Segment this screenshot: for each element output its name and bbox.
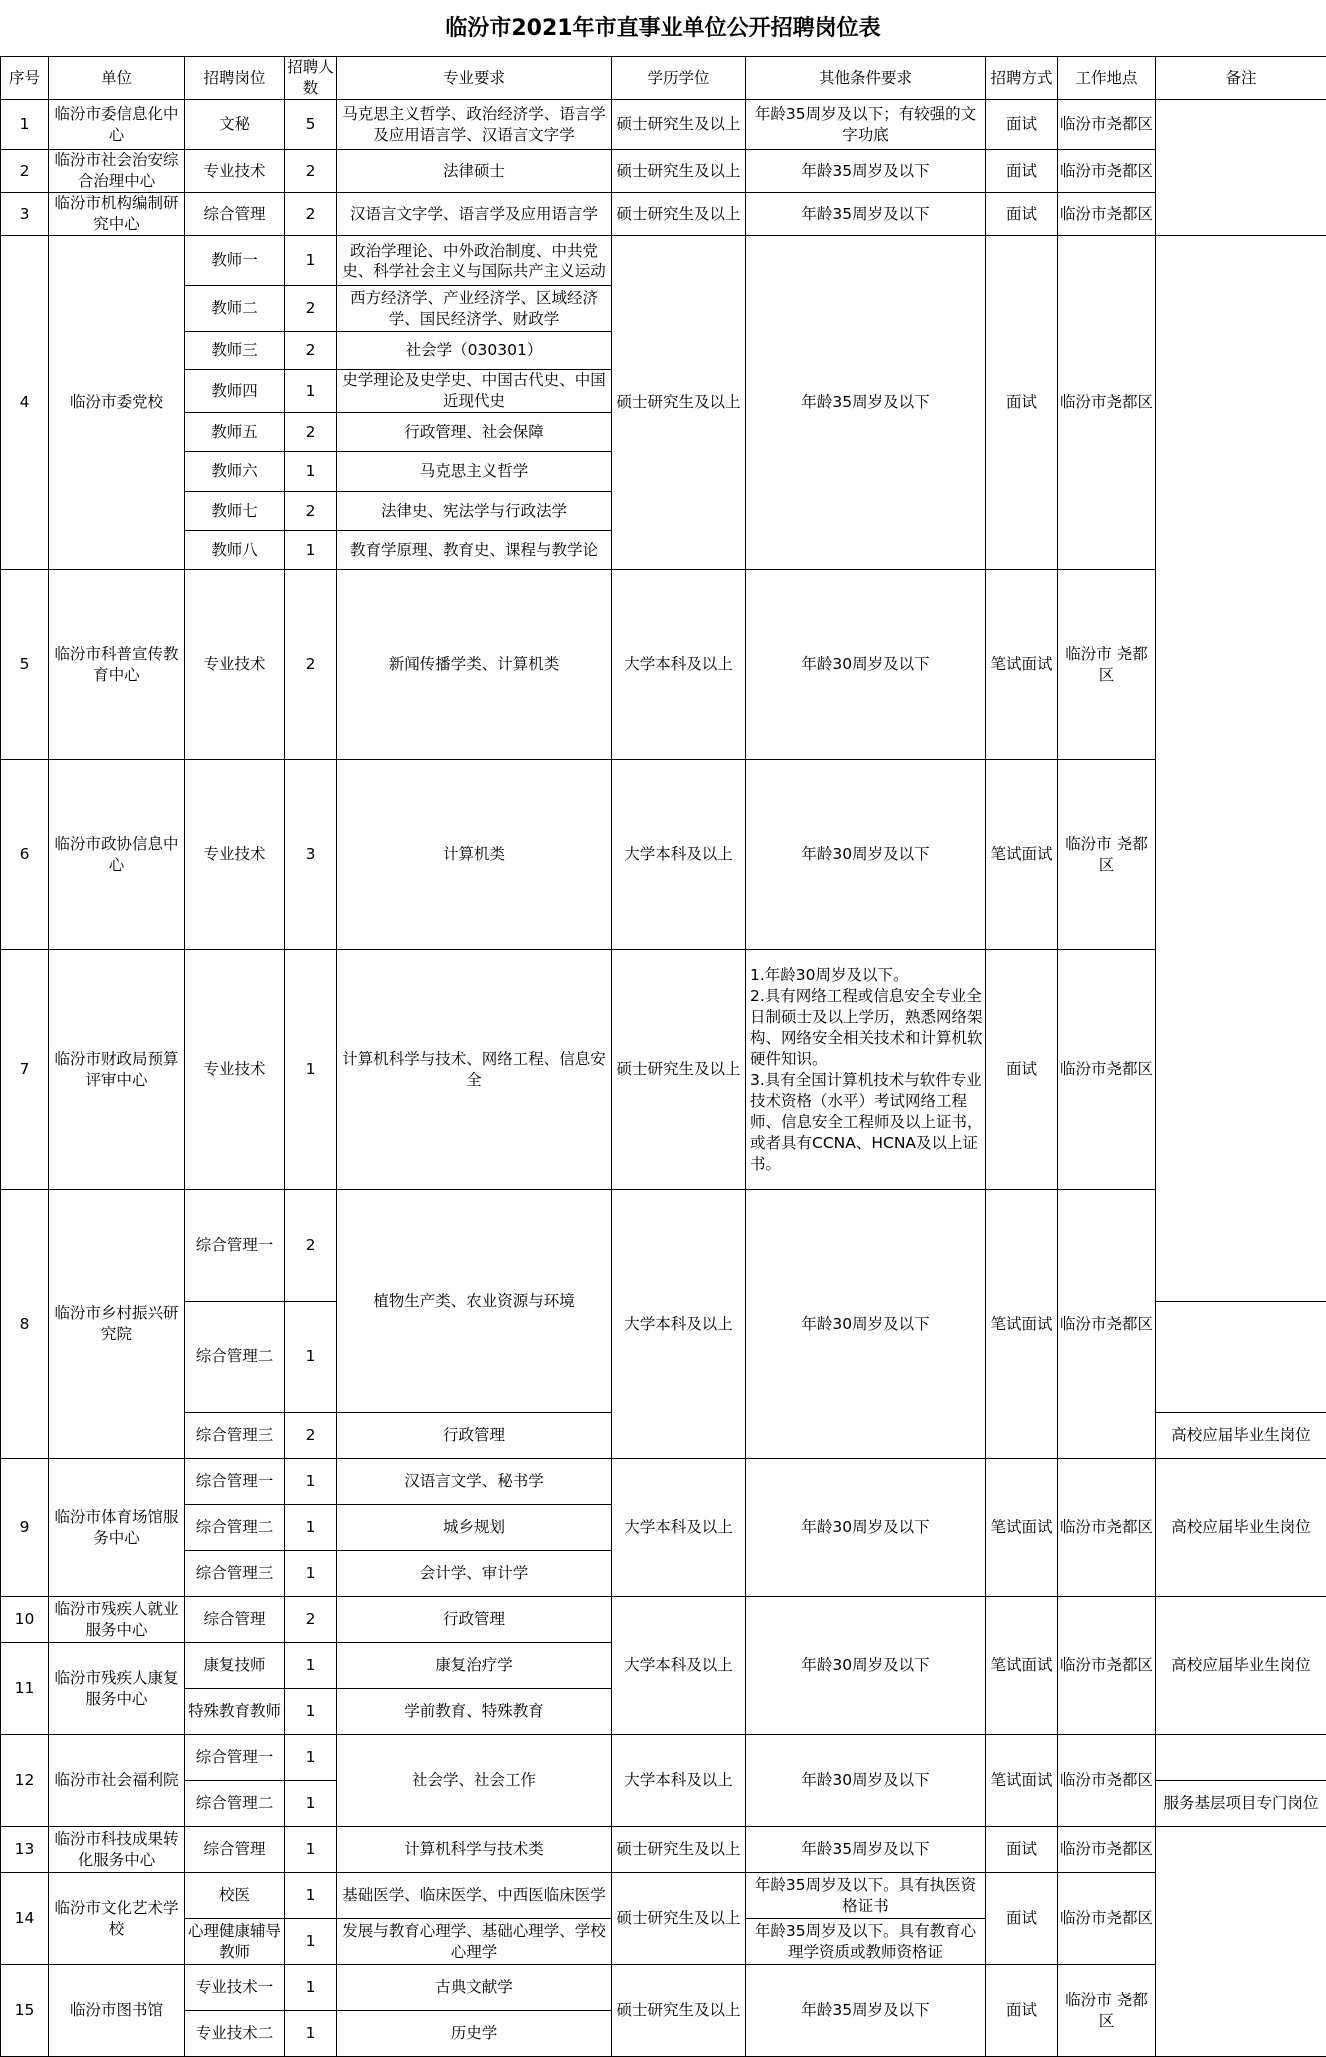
cell-edu: 硕士研究生及以上 bbox=[612, 193, 746, 236]
cell-place: 临汾市尧都区 bbox=[1058, 1873, 1156, 1965]
table-row bbox=[1, 760, 1326, 950]
header-cell: 其他条件要求 bbox=[746, 57, 986, 100]
cell-unit: 临汾市乡村振兴研究院 bbox=[49, 1190, 185, 1459]
cell-note: 服务基层项目专门岗位 bbox=[1156, 1781, 1326, 1827]
cell-unit: 临汾市委信息化中心 bbox=[49, 100, 185, 150]
cell-no: 8 bbox=[1, 1190, 49, 1459]
cell-count: 2 bbox=[285, 1597, 337, 1643]
cell-post: 综合管理二 bbox=[185, 1505, 285, 1551]
cell-count: 1 bbox=[285, 236, 337, 286]
cell-major: 计算机类 bbox=[337, 760, 612, 950]
cell-method: 面试 bbox=[986, 950, 1058, 1190]
cell-edu: 硕士研究生及以上 bbox=[612, 950, 746, 1190]
header-cell: 序号 bbox=[1, 57, 49, 100]
header-cell: 学历学位 bbox=[612, 57, 746, 100]
table-row bbox=[1, 1459, 1326, 1505]
cell-edu: 硕士研究生及以上 bbox=[612, 150, 746, 193]
cell-place: 临汾市 尧都区 bbox=[1058, 1965, 1156, 2057]
cell-unit: 临汾市残疾人就业服务中心 bbox=[49, 1597, 185, 1643]
table-row bbox=[1, 1827, 1326, 1873]
cell-count: 2 bbox=[285, 1413, 337, 1459]
cell-post: 专业技术 bbox=[185, 570, 285, 760]
cell-unit: 临汾市社会治安综合治理中心 bbox=[49, 150, 185, 193]
cell-major: 古典文献学 bbox=[337, 1965, 612, 2011]
cell-post: 心理健康辅导教师 bbox=[185, 1919, 285, 1965]
cell-note-empty bbox=[1156, 1827, 1326, 2057]
cell-edu: 硕士研究生及以上 bbox=[612, 100, 746, 150]
cell-post: 专业技术一 bbox=[185, 1965, 285, 2011]
table-row bbox=[1, 950, 1326, 1190]
cell-cond bbox=[746, 950, 986, 1190]
cell-unit: 临汾市社会福利院 bbox=[49, 1735, 185, 1827]
cell-post: 教师三 bbox=[185, 332, 285, 370]
header-cell: 招聘岗位 bbox=[185, 57, 285, 100]
table-row bbox=[1, 150, 1326, 193]
cell-post: 综合管理二 bbox=[185, 1301, 285, 1413]
cell-post: 教师二 bbox=[185, 286, 285, 332]
cell-count: 2 bbox=[285, 150, 337, 193]
cell-edu: 硕士研究生及以上 bbox=[612, 1965, 746, 2057]
cell-no: 14 bbox=[1, 1873, 49, 1965]
table-row bbox=[1, 1735, 1326, 1781]
cell-method: 笔试面试 bbox=[986, 1735, 1058, 1827]
cell-method: 面试 bbox=[986, 193, 1058, 236]
cell-place: 临汾市尧都区 bbox=[1058, 100, 1156, 150]
cell-count: 2 bbox=[285, 492, 337, 531]
cell-cond: 年龄35周岁及以下；有较强的文字功底 bbox=[746, 100, 986, 150]
cell-post: 专业技术 bbox=[185, 150, 285, 193]
cell-major: 法律硕士 bbox=[337, 150, 612, 193]
cell-cond: 年龄35周岁及以下 bbox=[746, 1965, 986, 2057]
page-title: 临汾市2021年市直事业单位公开招聘岗位表 bbox=[0, 0, 1326, 56]
cell-edu: 大学本科及以上 bbox=[612, 1597, 746, 1735]
cell-major: 计算机科学与技术、网络工程、信息安全 bbox=[337, 950, 612, 1190]
cell-method: 面试 bbox=[986, 100, 1058, 150]
table-row bbox=[1, 236, 1326, 286]
cell-major: 会计学、审计学 bbox=[337, 1551, 612, 1597]
cell-method: 面试 bbox=[986, 150, 1058, 193]
cell-major: 马克思主义哲学 bbox=[337, 452, 612, 492]
cell-count: 1 bbox=[285, 2011, 337, 2057]
cell-post: 教师五 bbox=[185, 413, 285, 452]
cell-note-empty bbox=[1156, 236, 1326, 1302]
table-row bbox=[1, 1597, 1326, 1643]
cell-unit: 临汾市体育场馆服务中心 bbox=[49, 1459, 185, 1597]
cell-post: 文秘 bbox=[185, 100, 285, 150]
cell-count: 1 bbox=[285, 950, 337, 1190]
cell-count: 1 bbox=[285, 531, 337, 570]
header-cell: 专业要求 bbox=[337, 57, 612, 100]
cell-major: 行政管理、社会保障 bbox=[337, 413, 612, 452]
cell-count: 5 bbox=[285, 100, 337, 150]
cell-post: 教师八 bbox=[185, 531, 285, 570]
cell-major: 行政管理 bbox=[337, 1413, 612, 1459]
cell-place: 临汾市尧都区 bbox=[1058, 1459, 1156, 1597]
cond-line: 2.具有网络工程或信息安全专业全日制硕士及以上学历，熟悉网络架构、网络安全相关技术和计算机软硬件知识。 bbox=[750, 986, 983, 1070]
cell-unit: 临汾市文化艺术学校 bbox=[49, 1873, 185, 1965]
cell-no: 12 bbox=[1, 1735, 49, 1827]
cell-major: 植物生产类、农业资源与环境 bbox=[337, 1190, 612, 1413]
cell-note: 高校应届毕业生岗位 bbox=[1156, 1459, 1326, 1597]
cell-no: 13 bbox=[1, 1827, 49, 1873]
cell-post: 综合管理一 bbox=[185, 1190, 285, 1302]
cell-no: 10 bbox=[1, 1597, 49, 1643]
header-row bbox=[1, 57, 1326, 100]
cell-cond: 年龄30周岁及以下 bbox=[746, 760, 986, 950]
cell-unit: 临汾市科普宣传教育中心 bbox=[49, 570, 185, 760]
cell-major: 教育学原理、教育史、课程与教学论 bbox=[337, 531, 612, 570]
cell-method: 笔试面试 bbox=[986, 1190, 1058, 1459]
cell-count: 1 bbox=[285, 1551, 337, 1597]
cell-post: 专业技术 bbox=[185, 950, 285, 1190]
cell-count: 3 bbox=[285, 760, 337, 950]
cell-post: 综合管理三 bbox=[185, 1551, 285, 1597]
cell-note: 高校应届毕业生岗位 bbox=[1156, 1413, 1326, 1459]
cell-unit: 临汾市图书馆 bbox=[49, 1965, 185, 2057]
cell-note: 高校应届毕业生岗位 bbox=[1156, 1597, 1326, 1735]
cell-count: 2 bbox=[285, 332, 337, 370]
cell-no: 15 bbox=[1, 1965, 49, 2057]
cell-post: 特殊教育教师 bbox=[185, 1689, 285, 1735]
cell-method: 笔试面试 bbox=[986, 760, 1058, 950]
header-cell: 招聘方式 bbox=[986, 57, 1058, 100]
cell-unit: 临汾市财政局预算评审中心 bbox=[49, 950, 185, 1190]
cell-no: 5 bbox=[1, 570, 49, 760]
cell-method: 笔试面试 bbox=[986, 1597, 1058, 1735]
cell-cond: 年龄30周岁及以下 bbox=[746, 1459, 986, 1597]
cell-count: 1 bbox=[285, 1505, 337, 1551]
cell-count: 1 bbox=[285, 452, 337, 492]
cell-cond: 年龄35周岁及以下 bbox=[746, 236, 986, 570]
cell-major: 社会学、社会工作 bbox=[337, 1735, 612, 1827]
cell-cond: 年龄35周岁及以下 bbox=[746, 1827, 986, 1873]
cell-method: 面试 bbox=[986, 236, 1058, 570]
cell-unit: 临汾市科技成果转化服务中心 bbox=[49, 1827, 185, 1873]
cell-post: 综合管理一 bbox=[185, 1735, 285, 1781]
cell-cond: 年龄30周岁及以下 bbox=[746, 1735, 986, 1827]
cell-unit: 临汾市委党校 bbox=[49, 236, 185, 570]
cell-no: 6 bbox=[1, 760, 49, 950]
cell-major: 计算机科学与技术类 bbox=[337, 1827, 612, 1873]
cell-count: 1 bbox=[285, 1919, 337, 1965]
cell-count: 1 bbox=[285, 1781, 337, 1827]
cell-major: 基础医学、临床医学、中西医临床医学 bbox=[337, 1873, 612, 1919]
cell-cond: 年龄30周岁及以下 bbox=[746, 570, 986, 760]
cell-unit: 临汾市机构编制研究中心 bbox=[49, 193, 185, 236]
cond-line: 3.具有全国计算机技术与软件专业技术资格（水平）考试网络工程师、信息安全工程师及以上证书，或者具有CCNA、HCNA及以上证书。 bbox=[750, 1070, 983, 1175]
cell-count: 2 bbox=[285, 193, 337, 236]
cell-count: 2 bbox=[285, 570, 337, 760]
cell-place: 临汾市尧都区 bbox=[1058, 236, 1156, 570]
cell-post: 综合管理 bbox=[185, 1827, 285, 1873]
cell-post: 专业技术二 bbox=[185, 2011, 285, 2057]
cell-cond: 年龄30周岁及以下 bbox=[746, 1190, 986, 1459]
cell-no: 1 bbox=[1, 100, 49, 150]
header-cell: 备注 bbox=[1156, 57, 1326, 100]
cell-edu: 大学本科及以上 bbox=[612, 760, 746, 950]
cell-no: 3 bbox=[1, 193, 49, 236]
cell-no: 4 bbox=[1, 236, 49, 570]
cell-edu: 大学本科及以上 bbox=[612, 1459, 746, 1597]
cell-major: 西方经济学、产业经济学、区域经济学、国民经济学、财政学 bbox=[337, 286, 612, 332]
recruitment-table bbox=[0, 56, 1326, 2057]
cell-post: 专业技术 bbox=[185, 760, 285, 950]
cell-place: 临汾市尧都区 bbox=[1058, 1597, 1156, 1735]
cell-place: 临汾市尧都区 bbox=[1058, 193, 1156, 236]
cell-note-empty bbox=[1156, 1735, 1326, 1781]
table-row bbox=[1, 1965, 1326, 2011]
cell-major: 学前教育、特殊教育 bbox=[337, 1689, 612, 1735]
table-row bbox=[1, 570, 1326, 760]
cell-edu: 大学本科及以上 bbox=[612, 570, 746, 760]
cell-edu: 大学本科及以上 bbox=[612, 1735, 746, 1827]
cell-edu: 硕士研究生及以上 bbox=[612, 1827, 746, 1873]
table-row bbox=[1, 100, 1326, 150]
cell-count: 2 bbox=[285, 286, 337, 332]
cell-count: 1 bbox=[285, 370, 337, 413]
cell-method: 面试 bbox=[986, 1965, 1058, 2057]
table-row bbox=[1, 1190, 1326, 1302]
cell-post: 综合管理一 bbox=[185, 1459, 285, 1505]
cell-edu: 硕士研究生及以上 bbox=[612, 236, 746, 570]
cell-no: 11 bbox=[1, 1643, 49, 1735]
cell-major: 社会学（030301） bbox=[337, 332, 612, 370]
cell-post: 校医 bbox=[185, 1873, 285, 1919]
cell-post: 综合管理 bbox=[185, 193, 285, 236]
cell-method: 笔试面试 bbox=[986, 570, 1058, 760]
header-cell: 招聘人数 bbox=[285, 57, 337, 100]
cell-post: 综合管理 bbox=[185, 1597, 285, 1643]
cell-count: 1 bbox=[285, 1689, 337, 1735]
cell-place: 临汾市尧都区 bbox=[1058, 1827, 1156, 1873]
cell-no: 2 bbox=[1, 150, 49, 193]
cell-place: 临汾市尧都区 bbox=[1058, 150, 1156, 193]
cell-place: 临汾市尧都区 bbox=[1058, 1190, 1156, 1459]
cell-post: 综合管理三 bbox=[185, 1413, 285, 1459]
cell-post: 教师六 bbox=[185, 452, 285, 492]
cell-cond: 年龄35周岁及以下。具有执医资格证书 bbox=[746, 1873, 986, 1919]
cell-count: 1 bbox=[285, 1965, 337, 2011]
cell-count: 1 bbox=[285, 1827, 337, 1873]
header-cell: 单位 bbox=[49, 57, 185, 100]
cell-method: 面试 bbox=[986, 1827, 1058, 1873]
cell-no: 9 bbox=[1, 1459, 49, 1597]
table-row bbox=[1, 1873, 1326, 1919]
cell-cond: 年龄35周岁及以下。具有教育心理学资质或教师资格证 bbox=[746, 1919, 986, 1965]
cell-count: 1 bbox=[285, 1459, 337, 1505]
cell-count: 2 bbox=[285, 413, 337, 452]
cell-major: 发展与教育心理学、基础心理学、学校心理学 bbox=[337, 1919, 612, 1965]
cell-place: 临汾市 尧都区 bbox=[1058, 570, 1156, 760]
cell-major: 汉语言文字学、语言学及应用语言学 bbox=[337, 193, 612, 236]
cell-count: 1 bbox=[285, 1873, 337, 1919]
cell-edu: 硕士研究生及以上 bbox=[612, 1873, 746, 1965]
cell-post: 综合管理二 bbox=[185, 1781, 285, 1827]
cell-note-empty bbox=[1156, 100, 1326, 236]
cell-major: 政治学理论、中外政治制度、中共党史、科学社会主义与国际共产主义运动 bbox=[337, 236, 612, 286]
cell-cond: 年龄35周岁及以下 bbox=[746, 193, 986, 236]
cell-unit: 临汾市政协信息中心 bbox=[49, 760, 185, 950]
table-row bbox=[1, 193, 1326, 236]
cell-unit: 临汾市残疾人康复服务中心 bbox=[49, 1643, 185, 1735]
cell-place: 临汾市尧都区 bbox=[1058, 1735, 1156, 1827]
cell-count: 2 bbox=[285, 1190, 337, 1302]
cell-major: 新闻传播学类、计算机类 bbox=[337, 570, 612, 760]
cell-post: 教师四 bbox=[185, 370, 285, 413]
cell-cond: 年龄35周岁及以下 bbox=[746, 150, 986, 193]
cell-major: 法律史、宪法学与行政法学 bbox=[337, 492, 612, 531]
cell-major: 马克思主义哲学、政治经济学、语言学及应用语言学、汉语言文字学 bbox=[337, 100, 612, 150]
cell-major: 行政管理 bbox=[337, 1597, 612, 1643]
cell-post: 康复技师 bbox=[185, 1643, 285, 1689]
cond-line: 1.年龄30周岁及以下。 bbox=[750, 965, 983, 986]
cell-major: 汉语言文学、秘书学 bbox=[337, 1459, 612, 1505]
cell-no: 7 bbox=[1, 950, 49, 1190]
cell-count: 1 bbox=[285, 1735, 337, 1781]
cell-count: 1 bbox=[285, 1643, 337, 1689]
cell-major: 城乡规划 bbox=[337, 1505, 612, 1551]
cell-place: 临汾市尧都区 bbox=[1058, 950, 1156, 1190]
cell-method: 面试 bbox=[986, 1873, 1058, 1965]
cell-count: 1 bbox=[285, 1301, 337, 1413]
header-cell: 工作地点 bbox=[1058, 57, 1156, 100]
cell-major: 康复治疗学 bbox=[337, 1643, 612, 1689]
cell-post: 教师一 bbox=[185, 236, 285, 286]
cell-method: 笔试面试 bbox=[986, 1459, 1058, 1597]
cell-major: 史学理论及史学史、中国古代史、中国近现代史 bbox=[337, 370, 612, 413]
cell-post: 教师七 bbox=[185, 492, 285, 531]
cell-cond: 年龄30周岁及以下 bbox=[746, 1597, 986, 1735]
cell-major: 历史学 bbox=[337, 2011, 612, 2057]
cell-place: 临汾市 尧都区 bbox=[1058, 760, 1156, 950]
cell-edu: 大学本科及以上 bbox=[612, 1190, 746, 1459]
